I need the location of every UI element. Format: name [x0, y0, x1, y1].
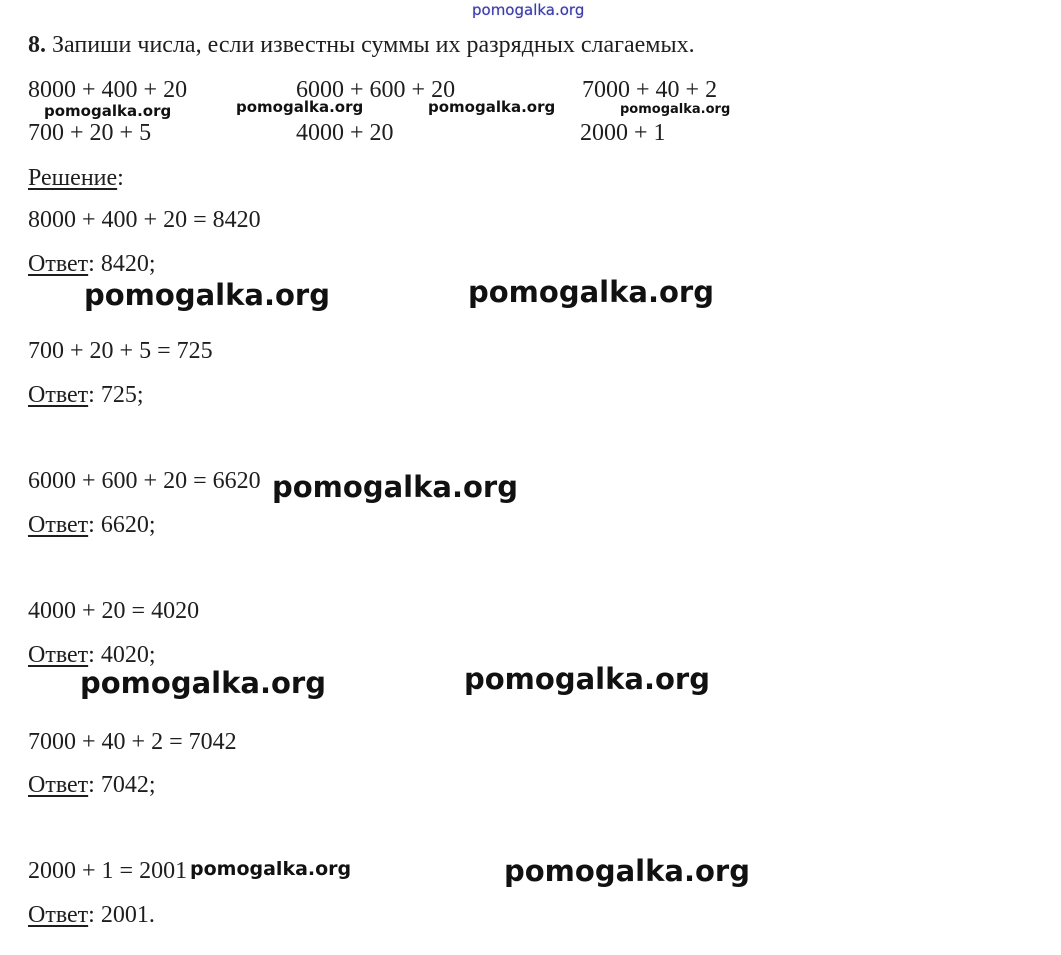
watermark-large: pomogalka.org — [272, 470, 518, 504]
answer-5: Ответ: 7042; — [28, 772, 156, 798]
watermark-small: pomogalka.org — [44, 102, 172, 120]
task-text: Запиши числа, если известны суммы их разрядных слагаемых. — [52, 32, 695, 58]
watermark-large: pomogalka.org — [468, 275, 714, 309]
watermark-large: pomogalka.org — [464, 662, 710, 696]
watermark-large: pomogalka.org — [84, 278, 330, 312]
watermark-small: pomogalka.org — [620, 102, 731, 117]
equation-3: 6000 + 600 + 20 = 6620 — [28, 468, 261, 494]
sum-5: 4000 + 20 — [296, 120, 394, 146]
sum-3: 7000 + 40 + 2 — [582, 77, 718, 103]
equation-4: 4000 + 20 = 4020 — [28, 598, 200, 624]
watermark-small: pomogalka.org — [428, 98, 556, 116]
watermark-large: pomogalka.org — [504, 854, 750, 888]
equation-2: 700 + 20 + 5 = 725 — [28, 338, 213, 364]
answer-4: Ответ: 4020; — [28, 642, 156, 668]
watermark-large: pomogalka.org — [80, 666, 326, 700]
answer-2: Ответ: 725; — [28, 382, 144, 408]
equation-6: 2000 + 1 = 2001 — [28, 858, 188, 884]
sum-1: 8000 + 400 + 20 — [28, 77, 188, 103]
sum-6: 2000 + 1 — [580, 120, 666, 146]
watermark-medium: pomogalka.org — [190, 858, 352, 880]
task-heading — [28, 33, 695, 57]
equation-1: 8000 + 400 + 20 = 8420 — [28, 207, 261, 233]
solution-label: Решение: — [28, 165, 124, 191]
task-number: 8. — [28, 32, 46, 58]
sum-2: 6000 + 600 + 20 — [296, 77, 456, 103]
sum-4: 700 + 20 + 5 — [28, 120, 152, 146]
watermark-top: pomogalka.org — [472, 1, 585, 19]
equation-5: 7000 + 40 + 2 = 7042 — [28, 729, 237, 755]
answer-1: Ответ: 8420; — [28, 251, 156, 277]
watermark-small: pomogalka.org — [236, 98, 364, 116]
answer-6: Ответ: 2001. — [28, 902, 155, 928]
answer-3: Ответ: 6620; — [28, 512, 156, 538]
